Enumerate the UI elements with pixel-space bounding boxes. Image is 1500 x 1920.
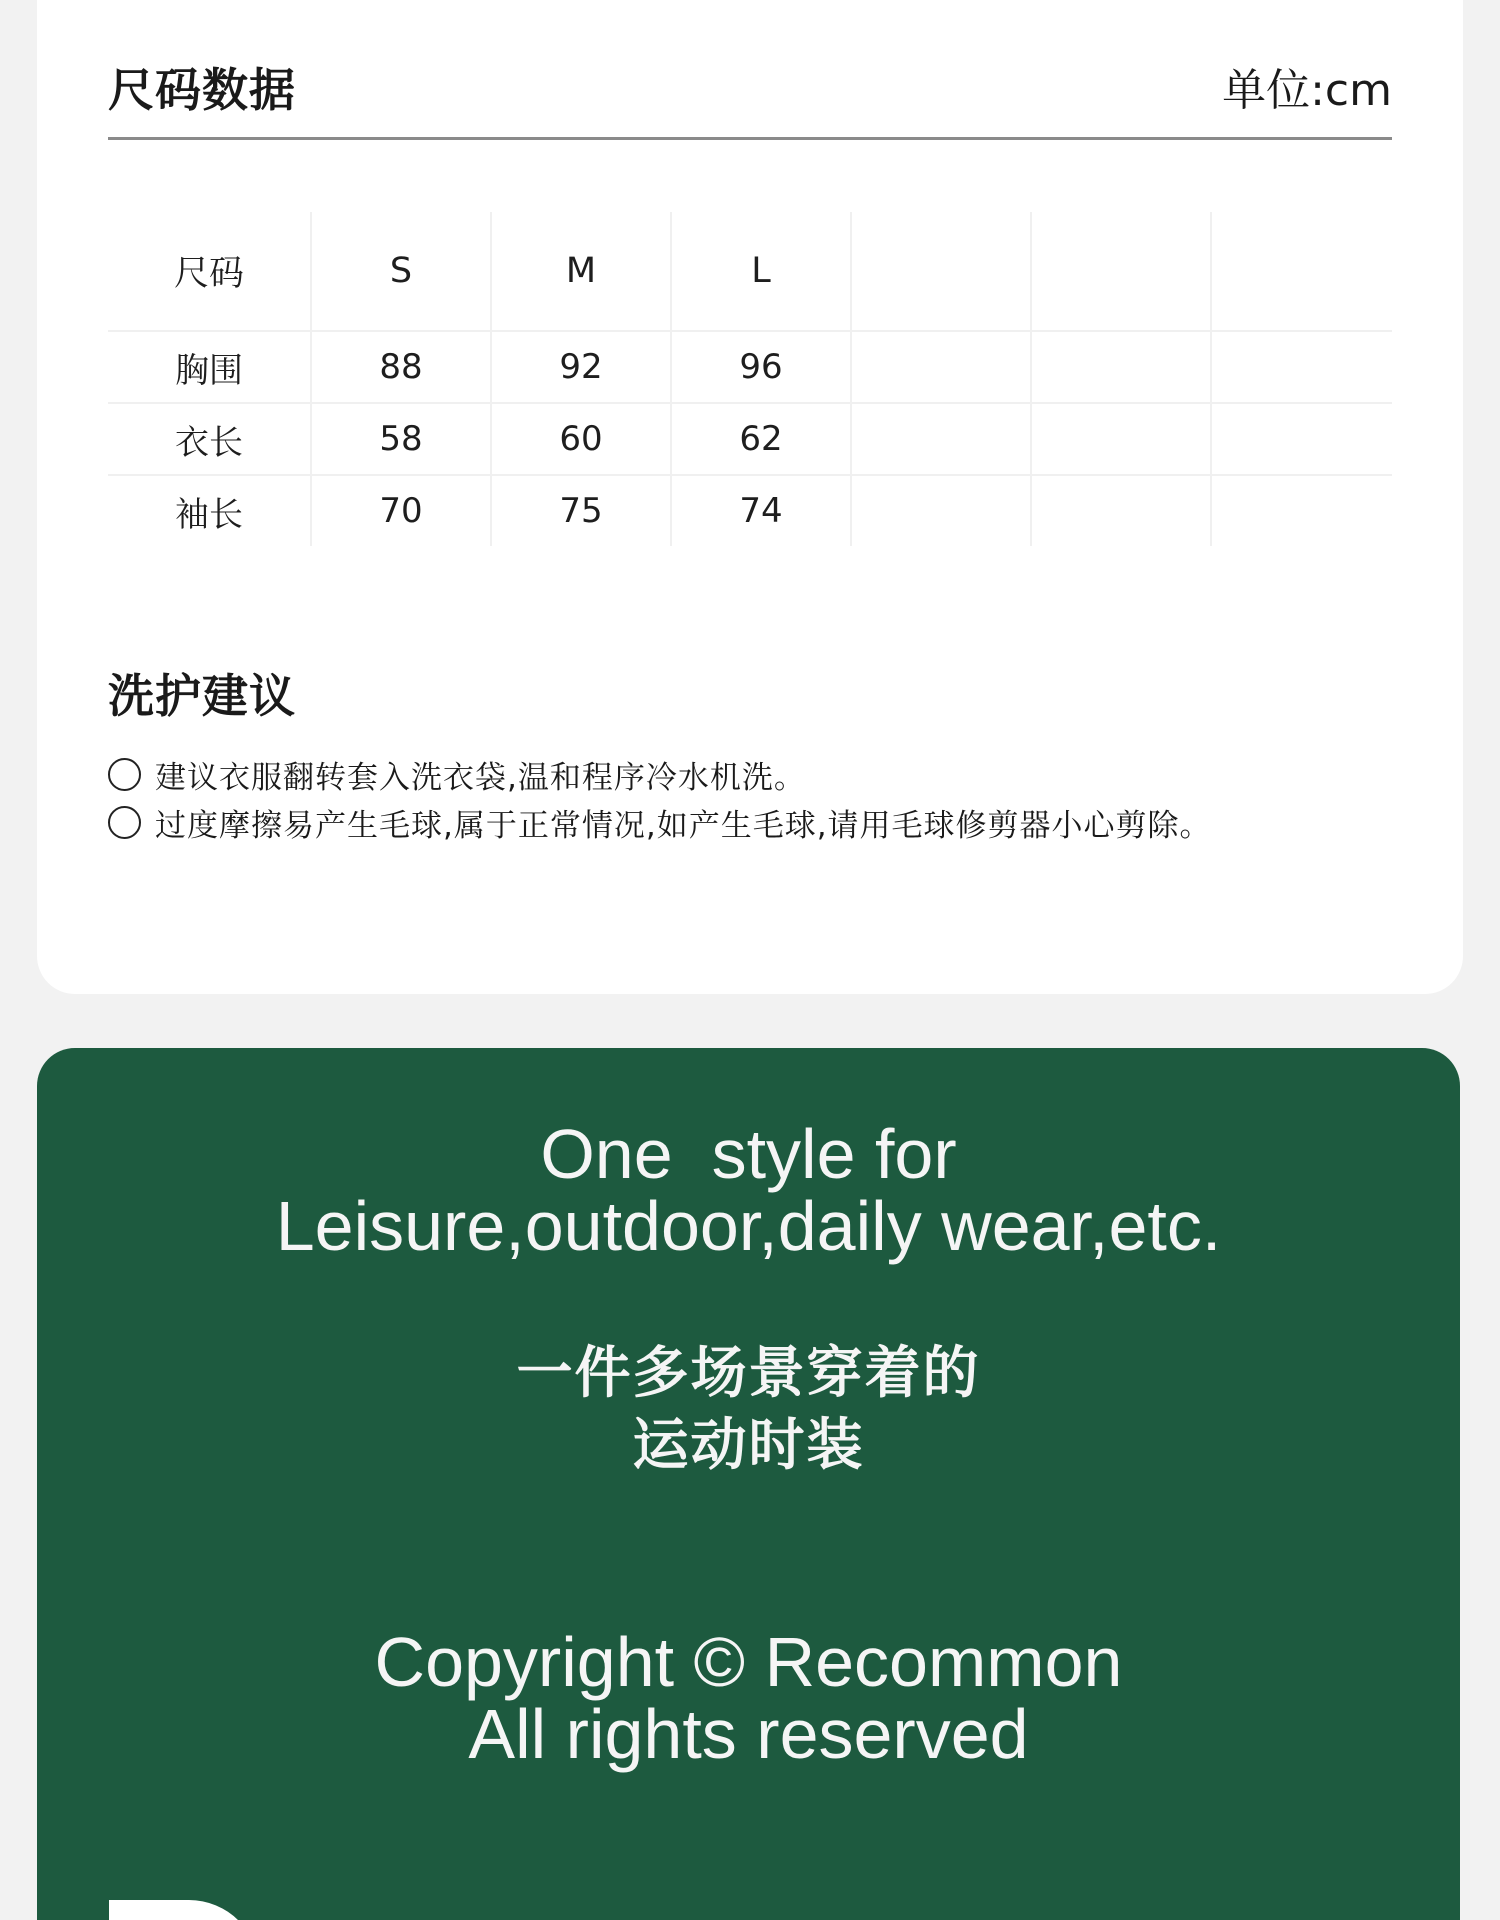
table-cell [1032, 332, 1212, 402]
radio-circle-icon [108, 758, 141, 791]
table-row [108, 474, 1392, 546]
brand-banner [37, 1048, 1460, 1920]
slogan-english-line: Leisure,outdoor,daily wear,etc. [275, 1187, 1222, 1265]
table-cell [1212, 404, 1392, 474]
list-item [108, 798, 1408, 846]
table-cell: 62 [672, 404, 852, 474]
care-section-title: 洗护建议 [108, 669, 296, 723]
size-table [108, 212, 1392, 546]
table-cell: 75 [492, 476, 672, 546]
size-data-title: 尺码数据 [108, 63, 296, 117]
table-cell [852, 404, 1032, 474]
header-cell: L [672, 212, 852, 330]
table-cell [1032, 404, 1212, 474]
header-cell: M [492, 212, 672, 330]
brand-logo-partial [109, 1900, 259, 1920]
header-cell [1212, 212, 1392, 330]
header-cell [852, 212, 1032, 330]
copyright-line: Copyright © Recommon [374, 1623, 1123, 1701]
slogan-chinese [37, 1338, 1460, 1482]
table-cell [1032, 476, 1212, 546]
header-cell [1032, 212, 1212, 330]
slogan-english-line: One style for [540, 1115, 957, 1193]
radio-circle-icon [108, 806, 141, 839]
list-item [108, 750, 1408, 798]
table-cell: 衣长 [108, 404, 312, 474]
size-table-header-row [108, 212, 1392, 330]
table-cell [1212, 476, 1392, 546]
table-cell [852, 332, 1032, 402]
table-cell: 58 [312, 404, 492, 474]
header-cell: 尺码 [108, 212, 312, 330]
size-unit-label: 单位:cm [1222, 65, 1392, 116]
copyright-notice [37, 1623, 1460, 1773]
slogan-chinese-line: 一件多场景穿着的 [516, 1341, 981, 1406]
table-row [108, 330, 1392, 402]
slogan-chinese-line: 运动时装 [632, 1413, 865, 1478]
header-cell: S [312, 212, 492, 330]
table-cell: 92 [492, 332, 672, 402]
table-cell: 96 [672, 332, 852, 402]
size-data-header [108, 48, 1392, 140]
table-row [108, 402, 1392, 474]
care-item-text: 过度摩擦易产生毛球,属于正常情况,如产生毛球,请用毛球修剪器小心剪除。 [155, 807, 1212, 844]
care-item-text: 建议衣服翻转套入洗衣袋,温和程序冷水机洗。 [155, 759, 806, 796]
table-cell: 60 [492, 404, 672, 474]
slogan-english [37, 1115, 1460, 1265]
care-list [108, 750, 1408, 846]
table-cell: 胸围 [108, 332, 312, 402]
table-cell: 袖长 [108, 476, 312, 546]
table-cell [852, 476, 1032, 546]
table-cell: 88 [312, 332, 492, 402]
copyright-line: All rights reserved [468, 1695, 1029, 1773]
table-cell: 70 [312, 476, 492, 546]
table-cell: 74 [672, 476, 852, 546]
table-cell [1212, 332, 1392, 402]
